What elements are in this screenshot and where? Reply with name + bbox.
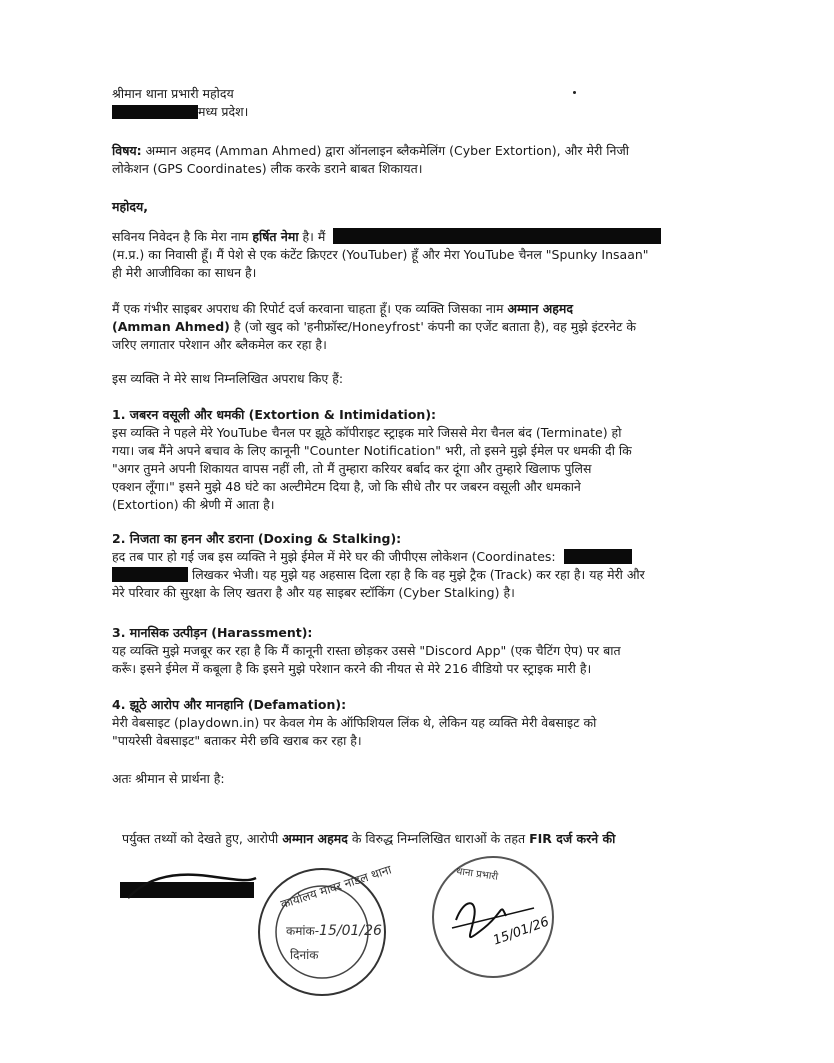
- section1-line: इस व्यक्ति ने पहले मेरे YouTube चैनल पर झूठे कॉपीराइट स्ट्राइक मारे जिससे मेरा चैनल बंद (Terminate) हो: [112, 425, 622, 440]
- section2-text: लिखकर भेजी। यह मुझे यह अहसास दिला रहा है कि वह मुझे ट्रैक (Track) कर रहा है। यह मेरी और: [188, 567, 645, 582]
- para2-line-3: जरिए लगातार परेशान और ब्लैकमेल कर रहा है।: [112, 337, 327, 352]
- location-line: [112, 103, 248, 121]
- handwritten-sign-icon: [434, 858, 552, 976]
- intro-line-1: [112, 228, 661, 246]
- location-text: मध्य प्रदेश।: [198, 104, 249, 119]
- signature-scribble-icon: [118, 868, 258, 908]
- intro-text: है। मैं: [298, 229, 326, 244]
- scan-speck: [573, 91, 576, 94]
- section4-line: "पायरेसी वेबसाइट" बताकर मेरी छवि खराब कर रहा है।: [112, 733, 362, 748]
- subject-text-2: लोकेशन (GPS Coordinates) लीक करके डराने बाबत शिकायत।: [112, 161, 423, 176]
- addressee: श्रीमान थाना प्रभारी महोदय: [112, 86, 234, 101]
- intro-line-3: ही मेरी आजीविका का साधन है।: [112, 265, 257, 280]
- handwritten-date: 15/01/26: [491, 914, 552, 949]
- section1-line: एक्शन लूँगा।" इसने मुझे 48 घंटे का अल्टीमेटम दिया है, जो कि सीधे तौर पर जबरन वसूली और धमकाने: [112, 479, 581, 494]
- accused-name: अम्मान अहमद: [507, 301, 574, 316]
- stamp-kramank: [286, 922, 382, 939]
- addressee-line: [112, 85, 234, 103]
- stamp-dinank: दिनांक: [290, 948, 319, 962]
- accused-name-en: (Amman Ahmed): [112, 319, 230, 334]
- para-text: मैं एक गंभीर साइबर अपराध की रिपोर्ट दर्ज करवाना चाहता हूँ। एक व्यक्ति जिसका नाम: [112, 301, 508, 316]
- section2-line-2: [112, 566, 645, 584]
- redacted-signature: [118, 868, 258, 908]
- section2-line-3: मेरे परिवार की सुरक्षा के लिए खतरा है और यह साइबर स्टॉकिंग (Cyber Stalking) है।: [112, 585, 515, 600]
- section3-line: यह व्यक्ति मुझे मजबूर कर रहा है कि मैं कानूनी रास्ता छोड़कर उससे "Discord App" (एक चैटिंग ऐप) पर बात: [112, 643, 621, 658]
- greeting: महोदय,: [112, 199, 148, 214]
- para-text: है (जो खुद को 'हनीफ्रॉस्ट/Honeyfrost' कंपनी का एजेंट बताता है), वह मुझे इंटरनेट के: [229, 319, 636, 334]
- para2-line-2: [112, 318, 636, 336]
- section2-heading: 2. निजता का हनन और डराना (Doxing & Stalking):: [112, 531, 402, 546]
- subject-line-1: [112, 142, 629, 160]
- redacted-block: [112, 105, 198, 119]
- intro-line-2: (म.प्र.) का निवासी हूँ। मैं पेशे से एक कंटेंट क्रिएटर (YouTuber) हूँ और मेरा YouTube चैनल "Spunky Insaan": [112, 247, 649, 262]
- section2-text: हद तब पार हो गई जब इस व्यक्ति ने मुझे ईमेल में मेरे घर की जीपीएस लोकेशन (Coordinates:: [112, 549, 556, 564]
- closing-fir: FIR दर्ज करने की: [529, 831, 616, 846]
- section1-line: (Extortion) की श्रेणी में आता है।: [112, 497, 275, 512]
- section4-heading: 4. झूठे आरोप और मानहानि (Defamation):: [112, 697, 347, 712]
- section1-heading: 1. जबरन वसूली और धमकी (Extortion & Intimidation):: [112, 407, 437, 422]
- redacted-block: [333, 228, 661, 244]
- stamp-kramank-label: कमांक-: [286, 924, 320, 938]
- section1-line: गया। जब मैंने अपने बचाव के लिए कानूनी "Counter Notification" भरी, तो इसने मुझे ईमेल पर धमकी दी कि: [112, 443, 632, 458]
- closing-line: [122, 830, 615, 848]
- section3-line: करूँ। इसने ईमेल में कबूला है कि इसने मुझे परेशान करने की नीयत से मेरे 216 वीडियो पर स्ट्राइक मारी है।: [112, 661, 592, 676]
- subject-line-2: [112, 160, 422, 178]
- redacted-block: [112, 567, 188, 582]
- closing-text: पर्युक्त तथ्यों को देखते हुए, आरोपी: [122, 831, 283, 846]
- stamp-kramank-value: 15/01/26: [319, 923, 382, 939]
- request-line: अतः श्रीमान से प्रार्थना है:: [112, 771, 225, 786]
- accused-name: अम्मान अहमद: [282, 831, 348, 846]
- closing-text: के विरुद्ध निम्नलिखित धाराओं के तहत: [347, 831, 530, 846]
- para2-line-1: [112, 300, 573, 318]
- section3-heading: 3. मानसिक उत्पीड़न (Harassment):: [112, 625, 313, 640]
- complainant-name: हर्षित नेमा: [252, 229, 299, 244]
- section2-line-1: [112, 548, 632, 566]
- section1-line: "अगर तुमने अपनी शिकायत वापस नहीं ली, तो मैं तुम्हारा करियर बर्बाद कर दूंगा और तुम्हारे खिलाफ पुलिस: [112, 461, 592, 476]
- crimes-intro: इस व्यक्ति ने मेरे साथ निम्नलिखित अपराध किए हैं:: [112, 371, 344, 386]
- stamp-arc-text: थाना प्रभारी: [455, 866, 499, 883]
- subject-text-1: अम्मान अहमद (Amman Ahmed) द्वारा ऑनलाइन ब्लैकमेलिंग (Cyber Extortion), और मेरी निजी: [141, 143, 629, 158]
- redacted-block: [564, 549, 632, 564]
- subject-label: विषय:: [112, 143, 142, 158]
- officer-stamp: [432, 856, 554, 978]
- stamp-arc-text: कार्यालय मावर नाडल थाना: [278, 862, 394, 912]
- section4-line: मेरी वेबसाइट (playdown.in) पर केवल गेम के ऑफिशियल लिंक थे, लेकिन यह व्यक्ति मेरी वेबसाइट को: [112, 715, 597, 730]
- intro-text: सविनय निवेदन है कि मेरा नाम: [112, 229, 253, 244]
- office-stamp: [258, 862, 394, 996]
